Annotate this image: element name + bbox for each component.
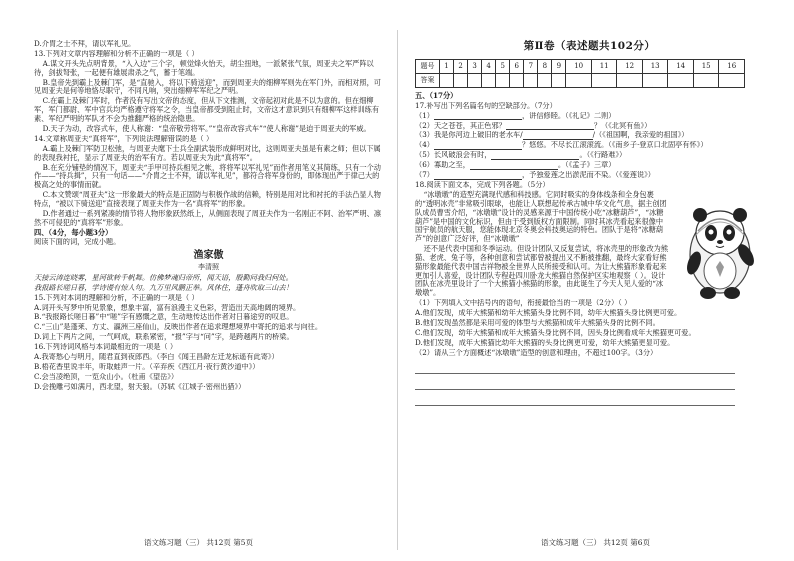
answer-table-number: 11 <box>591 59 617 73</box>
q18-subquestion-1: （1）下列填入文中括号内的语句，衔接最恰当的一项是（2分）（ ） <box>415 299 632 308</box>
q17-blank[interactable] <box>470 162 558 170</box>
answer-table-number: 4 <box>482 59 496 73</box>
answer-cell[interactable] <box>617 73 643 87</box>
answer-cell[interactable] <box>552 73 566 87</box>
answer-cell[interactable] <box>693 73 719 87</box>
answer-table-answer-label: 答案 <box>416 73 440 87</box>
q13-option-a: A.谋文开头先点明背景，“入入边”三个字，顿觉烽火怡天，胡尘扭地，一派紧张气氛，周亚夫之军严阵以待，剑拔弩张，一起便有雄展肃杀之气，蓄于笔端。 <box>34 58 374 77</box>
answer-table-number: 15 <box>693 59 719 73</box>
q13-option-d: D.天子为动，改容式车，使人称谢：“皇帝敬劳将军。”“皇帝改容式车”“使人称谢”是迫于周亚夫的军威。 <box>42 123 371 133</box>
answer-line[interactable] <box>415 364 735 374</box>
answer-table-header-row <box>416 59 745 73</box>
q18-subquestion-2: （2）请从三个方面概述“冰墩墩”造型的创意和理由，不超过100字。（3分） <box>415 348 658 357</box>
q14-option-b: B.在充分铺垫的情况下，周亚夫“手甲可持兵相见之帐，将将军以军礼见”而作者用笔义其简练，只有一个动作——“持兵揖”，只有一句话——“介胄之士不拜，请以军礼见”，都符合将军身份的，即体现出严于律己大的极高之处的事情而就。 <box>34 162 381 190</box>
part-two-title: 第Ⅱ卷（表述题共102分） <box>523 40 656 52</box>
answer-table-number: 3 <box>468 59 482 73</box>
q16-option-a: A.我寄愁心与明月，随君直到夜郎西。（李白《闻王昌龄左迁龙标遥有此寄》） <box>34 353 279 362</box>
q15-option-a: A.词开头写梦中所见景象，想象丰富，富有浪漫主义色彩，营造出天高地阔的境界。 <box>34 303 301 312</box>
q18-title: 18.阅读下面文本，完成下列各题。（5分） <box>415 181 550 190</box>
answer-cell[interactable] <box>719 73 745 87</box>
answer-table-answer-row <box>416 73 745 87</box>
answer-cell[interactable] <box>591 73 617 87</box>
q17-item-suffix: ？（《北冥有鱼》） <box>593 121 652 130</box>
q15-option-b: B.“我报路长嗟日暮”中“嗟”字有感慨之意，生动地传达出作者对日暮途穷的叹息。 <box>34 313 294 322</box>
q18-paragraph-2: 还不是代表中国和冬季运动。但设计团队又反复尝试，将冰壳里的形象改为熊猫、老虎、兔子等，各种创意和尝试都曾被提出又不断被推翻，最终大家看好熊猫形象最能代表中国吉祥物被全世界人民所接受和认可。为让大熊猫形象看起来更加引人喜爱，设计团队专程赴四川卧龙大熊猫自然保护区实地观察（ ）。设计团队在冰壳里设计了一个大熊猫小熊猫的形象，由此诞生了今天人见人爱的“冰墩墩”。 <box>415 244 669 298</box>
left-page-footer: 语文练习题（三） 共12页 第5页 <box>143 537 254 547</box>
q17-item-suffix: 。（《孟子》三章） <box>557 161 616 170</box>
q17-blank[interactable] <box>491 152 579 160</box>
answer-table-number: 8 <box>538 59 552 73</box>
q17-item-suffix: 。（《行路难》） <box>579 151 627 160</box>
q17-item-prefix: （4） <box>415 141 434 150</box>
q13-option-c: C.在霸上及棘门军时，作者没有写出文帝的态度，但从下文推测，文帝起初对此是不以为意的。但在细柳军，军门都尉、军中官兵均严格遵守将军之令，当皇帝都受到阻止时，文帝这才意识到只有细柳军这样训练有素、军纪严明的军队才不会为推翻严格的统治隐患。 <box>34 96 380 123</box>
q15-option-c: C.“三山”是蓬莱、方丈、瀛洲三座仙山，反映出作者在追求理想境界中寄托的追求与向往。 <box>34 323 323 332</box>
answer-cell[interactable] <box>668 73 694 87</box>
q18-passage <box>415 191 764 298</box>
q17-item-1 <box>415 112 764 121</box>
q14-option-d: D.作者通过一系列紧凑的情节将人物形象跃然纸上，从侧面表现了周亚夫作为一名刚正不阿、治军严明、凛然不可侵犯的“真将军”形象。 <box>34 208 382 227</box>
q17-item-prefix: （2）天之苍苍，其正色邪？ <box>415 121 506 130</box>
line-d-option: D.介胄之士不拜，请以军礼见。 <box>34 40 136 48</box>
q17-item-4 <box>415 141 764 150</box>
q17-item-7 <box>415 171 764 180</box>
q15-title: 15.下列对本词的理解和分析，不正确的一项是（ ） <box>34 293 199 302</box>
answer-cell[interactable] <box>454 73 468 87</box>
answer-table-number: 10 <box>566 59 592 73</box>
q17-item-6 <box>415 161 764 170</box>
q17-blank[interactable] <box>506 122 594 130</box>
q17-blank[interactable] <box>523 132 593 140</box>
answer-cell[interactable] <box>496 73 510 87</box>
answer-table-header-label: 题号 <box>416 59 440 73</box>
q17-item-suffix: ？悠悠。不尽长江滚滚流。（《南乡子·登京口北固亭有怀》） <box>521 141 708 150</box>
q17-blank[interactable] <box>434 172 522 180</box>
answer-cell[interactable] <box>468 73 482 87</box>
answer-table-number: 1 <box>440 59 454 73</box>
q17-blank[interactable] <box>434 142 522 150</box>
q17-item-prefix: （3）我是你河边上破旧的老水车/ <box>415 131 523 140</box>
q14-title: 14.文章称周亚夫“真将军”，下列说法理解错误的是（ ） <box>34 134 214 143</box>
right-page <box>397 0 794 561</box>
q17-item-suffix: /（《祖国啊，我亲爱的祖国》） <box>592 131 689 140</box>
answer-table-number: 12 <box>617 59 643 73</box>
poem-line-2: 我报路长嗟日暮，学诗谩有惊人句。九万里风鹏正举。风休住，蓬舟吹取三山去！ <box>34 282 293 292</box>
q13-title: 13.下列对文章内容理解和分析不正确的一项是（ ） <box>34 49 199 58</box>
right-page-footer: 语文练习题（三） 共12页 第6页 <box>540 537 651 547</box>
section-four-intro: 阅读下面的词，完成小题。 <box>34 238 121 247</box>
q18-paragraph-1: “冰墩墩”的造型充满现代感和科技感。它同时吸实的身体线条和全身包裹的“透明冰壳”非常吸引眼球，也能让人联想起传承古城中华文化气息，据主创团队成员曹雪介绍，“冰墩墩”设计的灵感来源于中国传统小吃“冰糖葫芦”，“冰糖葫芦”是中国的文化标识，但由于受到版权方面限制。同时其冰壳看起来很像中国宇航员的航天服，您能体现北京冬奥会科技奥运的特色。团队于是将“冰糖葫芦”的创意广泛好评，但“冰墩墩” <box>415 190 667 244</box>
answer-table-number: 2 <box>454 59 468 73</box>
answer-cell[interactable] <box>538 73 552 87</box>
answer-line[interactable] <box>415 396 735 406</box>
q17-item-prefix: （6）寡助之至， <box>415 161 470 170</box>
answer-table-number: 6 <box>510 59 524 73</box>
q17-item-suffix: ，讲信修睦。（《礼记》二则） <box>521 111 616 120</box>
panda-mascot-icon <box>676 193 764 305</box>
q14-option-c: C.本文赞颂“周亚夫”这一形象最大的特点是正固防与积极作战的信赖，特别是用对比和衬托的手法凸显人物特点，“被以下骑送迎”直接表现了周亚夫作为一名“真将军”的形象。 <box>34 190 381 208</box>
answer-line[interactable] <box>415 380 735 390</box>
q18-option-b: B.他们发现虽然都是采用可爱的体型与大熊猫和成年大熊猫头身的比例不同。 <box>415 318 660 327</box>
answer-table-number: 14 <box>668 59 694 73</box>
section-five-heading: 五、（17分） <box>415 90 458 100</box>
q18-option-d: D.他们发现，成年大熊猫比幼年大熊猫的头身比例更可爱，幼年大熊猫更显可爱。 <box>415 338 675 347</box>
bing-dwen-dwen-image <box>676 193 764 305</box>
q17-blank[interactable] <box>434 112 522 120</box>
answer-cell[interactable] <box>440 73 454 87</box>
q18-option-a: A.他们发现，成年大熊猫和幼年大熊猫头身比例不同，幼年大熊猫头身比例更可爱。 <box>415 309 682 318</box>
q17-item-3 <box>415 131 764 140</box>
section-four-heading: 四、（4分，每小题3分） <box>34 227 113 237</box>
answer-cell[interactable] <box>566 73 592 87</box>
q17-item-prefix: （5）长风破浪会有时， <box>415 151 492 160</box>
poem-line-1: 天接云涛连晓雾，星河欲转千帆舞。仿佛梦魂归帝所，闻天语，殷勤问我归何处。 <box>34 272 293 282</box>
q14-option-a: A.霸上及棘门军防卫松弛，与周亚夫麾下士兵全副武装形成鲜明对比，这则周亚夫虽是有素之师；但以下属的表现我衬托，显示了周亚夫的治军有方。若以周亚夫为此“真将军”。 <box>34 143 381 162</box>
answer-cell[interactable] <box>642 73 668 87</box>
answer-cell[interactable] <box>524 73 538 87</box>
q16-option-c: C.会当凌绝顶，一览众山小。（杜甫《望岳》） <box>34 373 179 382</box>
answer-table-number: 5 <box>496 59 510 73</box>
poem-author: 李清照 <box>198 263 219 272</box>
answer-table-number: 7 <box>524 59 538 73</box>
q18-option-c: C.他们发现，幼年大熊猫和成年大熊猫头身比例不同，因头身比例看成年大熊猫更可爱。 <box>415 328 696 337</box>
q17-title: 17.补写出下列名篇名句的空缺部分。（7分） <box>415 101 557 110</box>
q16-title: 16.下列诗词风格与本词最相近的一项是（ ） <box>34 343 178 352</box>
answer-table-number: 16 <box>719 59 745 73</box>
q16-option-b: B.梧花香里说丰年，听取蛙声一片。（辛弃疾《西江月·夜行黄沙道中》） <box>34 363 260 372</box>
answer-table <box>415 59 745 88</box>
answer-table-number: 9 <box>552 59 566 73</box>
poem-title: 渔家傲 <box>193 250 224 262</box>
answer-table-number: 13 <box>642 59 668 73</box>
q13-option-b: B.皇帝先到霸上及棘门军，是“直驰入，将以下骑送迎”，而到周亚夫的细柳军则先在军门外，而相对照，可见周亚夫是何等地恪尽职守，不同凡响，突出细柳军军纪之严明。 <box>34 77 381 96</box>
answer-cell[interactable] <box>510 73 524 87</box>
q17-item-prefix: （1） <box>415 111 434 120</box>
answer-cell[interactable] <box>482 73 496 87</box>
q17-item-2 <box>415 122 764 131</box>
q17-item-suffix: ，予独爱莲之出淤泥而不染。（《爱莲说》） <box>521 171 655 180</box>
q17-item-5 <box>415 151 764 160</box>
q17-item-prefix: （7） <box>415 171 434 180</box>
q15-option-d: D.词上下两片之间，一气呵成，联系紧密，“报”字与“问”字，是跨越两片的桥梁。 <box>34 333 294 342</box>
q16-option-d: D.会挽雕弓如满月，西北望，射天狼。（苏轼《江城子·密州出猎》） <box>34 383 246 392</box>
